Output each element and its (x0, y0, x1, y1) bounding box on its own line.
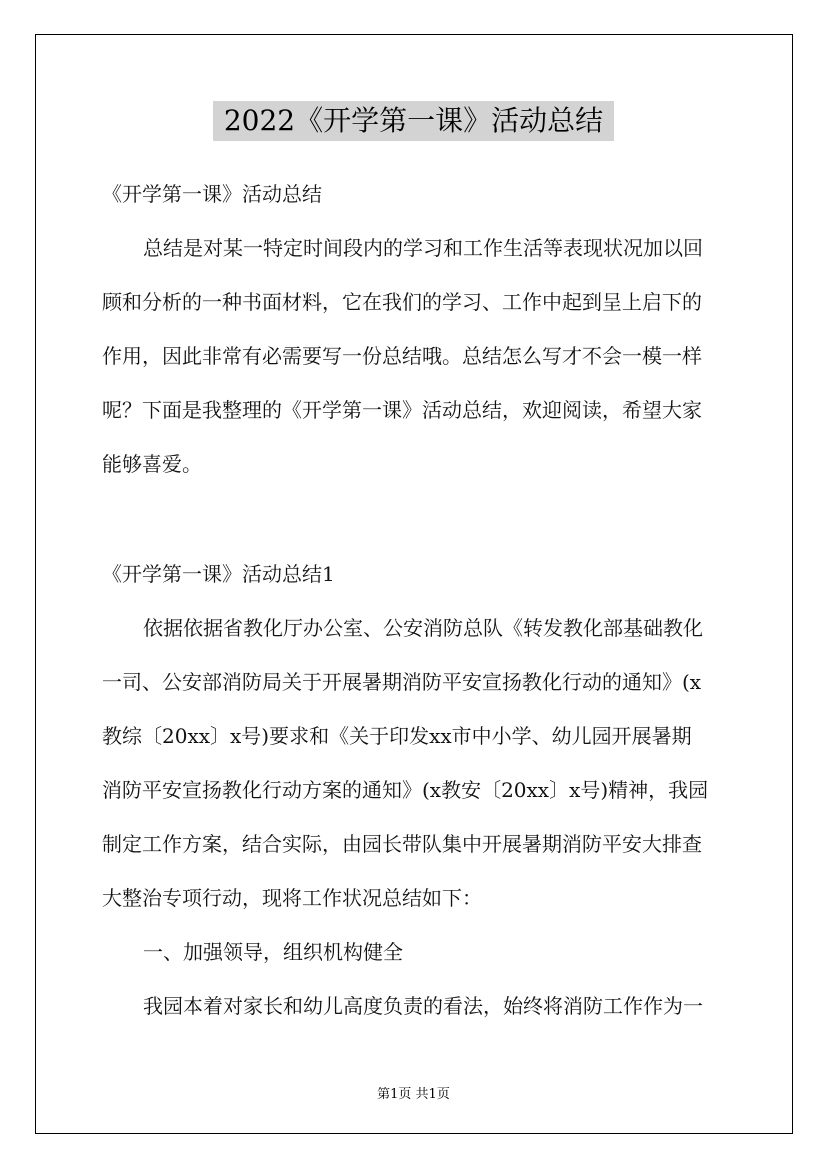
document-title: 2022《开学第一课》活动总结 (213, 101, 614, 141)
paragraph-line: 总结是对某一特定时间段内的学习和工作生活等表现状况加以回 (143, 236, 703, 260)
subheading: 一、加强领导，组织机构健全 (143, 940, 403, 964)
paragraph-line: 大整治专项行动，现将工作状况总结如下： (102, 886, 482, 910)
paragraph-line: 能够喜爱。 (102, 452, 202, 476)
paragraph-line: 教综〔20xx〕x号)要求和《关于印发xx市中小学、幼儿园开展暑期 (102, 724, 692, 748)
paragraph-line: 呢？下面是我整理的《开学第一课》活动总结，欢迎阅读，希望大家 (102, 398, 702, 422)
paragraph-line: 依据依据省教化厅办公室、公安消防总队《转发教化部基础教化 (143, 616, 703, 640)
paragraph-line: 消防平安宣扬教化行动方案的通知》(x教安〔20xx〕x号)精神，我园 (102, 778, 709, 802)
section-heading: 《开学第一课》活动总结1 (102, 562, 335, 586)
paragraph-line: 一司、公安部消防局关于开展暑期消防平安宣扬教化行动的通知》(x (102, 670, 702, 694)
paragraph-line: 制定工作方案，结合实际，由园长带队集中开展暑期消防平安大排查 (102, 832, 702, 856)
subtitle: 《开学第一课》活动总结 (102, 182, 322, 206)
paragraph-line: 我园本着对家长和幼儿高度负责的看法，始终将消防工作作为一 (143, 994, 703, 1018)
page-number: 第1页 共1页 (377, 1087, 450, 1102)
paragraph-line: 作用，因此非常有必需要写一份总结哦。总结怎么写才不会一模一样 (102, 344, 702, 368)
paragraph-line: 顾和分析的一种书面材料，它在我们的学习、工作中起到呈上启下的 (102, 290, 702, 314)
